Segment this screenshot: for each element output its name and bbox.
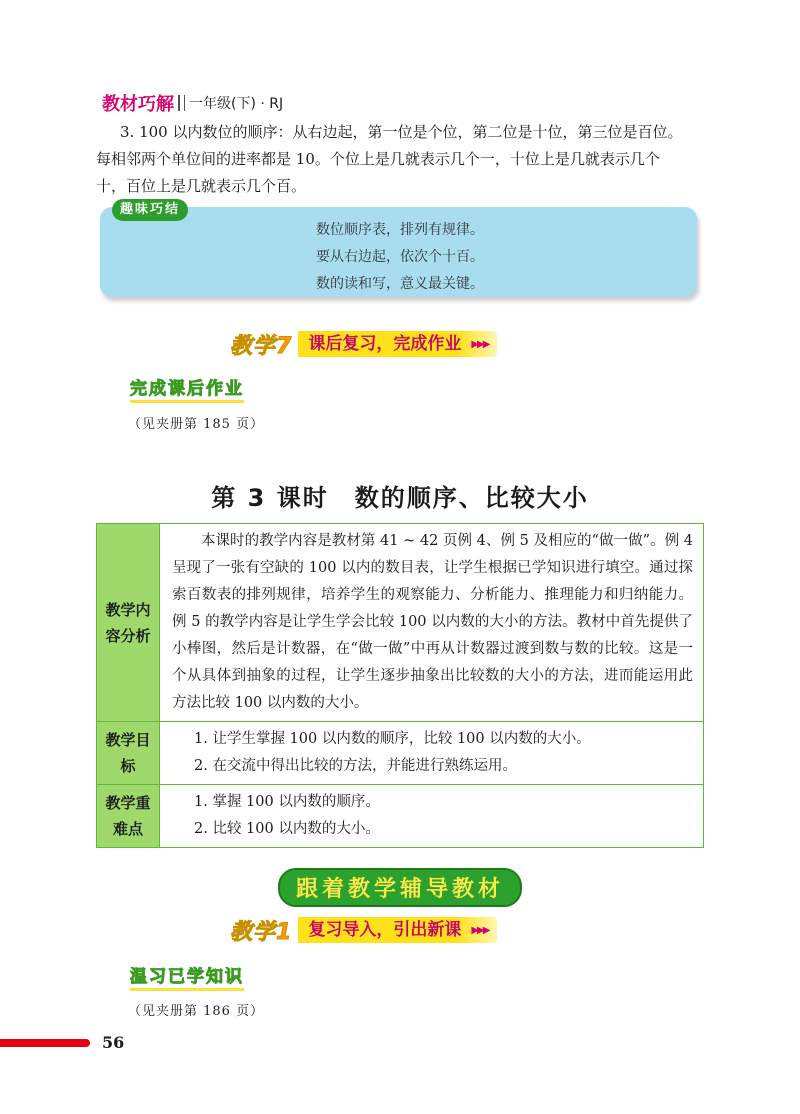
- review-heading: 温习已学知识: [130, 962, 244, 987]
- row-label: 教学重难点: [97, 785, 160, 848]
- row-label: 教学内容分析: [97, 524, 160, 722]
- step-badge: 教学1: [230, 919, 293, 945]
- table-row: [97, 524, 704, 722]
- key-item: 2. 比较 100 以内数的大小。: [194, 821, 380, 837]
- grade-label: 一年级(下) · RJ: [189, 96, 284, 112]
- review-reference: （见夹册第 186 页）: [128, 1004, 265, 1019]
- table-row: [97, 785, 704, 848]
- homework-heading: 完成课后作业: [130, 374, 244, 399]
- step-badge: 教学7: [230, 333, 293, 359]
- goal-item: 1. 让学生掌握 100 以内数的顺序，比较 100 以内数的大小。: [194, 731, 591, 747]
- intro-line: 十，百位上是几就表示几个百。: [96, 177, 307, 195]
- footer-bar: [0, 1039, 90, 1047]
- step-banner-7: [230, 331, 488, 357]
- follow-banner: [0, 868, 800, 907]
- intro-line: 3. 100 以内数位的顺序：从右边起，第一位是个位，第二位是十位，第三位是百位。: [120, 123, 683, 141]
- content-analysis: 本课时的教学内容是教材第 41 ~ 42 页例 4、例 5 及相应的“做一做”。例 4 呈现了一张有空缺的 100 以内的数目表，让学生根据已学知识进行填空。通过探索百数表的排列规律，培养学生的观察能力、分析能力、推理能力和归纳能力。例 5 的教学内容是让学生学会比较 100 以内数的大小的方法。教材中首先提供了小棒图，然后是计数器，在“做一做”中再从计数器过渡到数与数的比较。这是一个从具体到抽象的过程，让学生逐步抽象出比较数的大小的方法，进而能运用此方法比较 100 以内数的大小。: [160, 524, 704, 722]
- step-banner-1: [230, 917, 488, 943]
- intro-line: 每相邻两个单位间的进率都是 10。个位上是几就表示几个一，十位上是几就表示几个: [96, 150, 660, 168]
- rhyme-line: 数位顺序表，排列有规律。: [316, 222, 484, 238]
- teaching-goals: [160, 722, 704, 785]
- row-label: 教学目标: [97, 722, 160, 785]
- step-title: 课后复习，完成作业: [298, 331, 497, 357]
- rhyme-tag: 趣味巧结: [112, 199, 188, 221]
- page-number: 56: [102, 1033, 125, 1052]
- rhyme-line: 要从右边起，依次个十百。: [316, 249, 484, 265]
- header-separator: [178, 95, 185, 111]
- rhyme-line: 数的读和写，意义最关键。: [316, 276, 484, 292]
- goal-item: 2. 在交流中得出比较的方法，并能进行熟练运用。: [194, 758, 517, 774]
- intro-paragraph: [96, 119, 706, 200]
- arrow-icon: ▶▶▶: [471, 338, 489, 350]
- arrow-icon: ▶▶▶: [471, 924, 489, 936]
- key-points: [160, 785, 704, 848]
- lesson-title: 第 3 课时 数的顺序、比较大小: [211, 484, 589, 512]
- homework-reference: （见夹册第 185 页）: [128, 417, 265, 432]
- step-title: 复习导入，引出新课: [298, 917, 497, 943]
- book-name: 教材巧解: [102, 94, 174, 115]
- follow-banner-text: 跟着教学辅导教材: [278, 868, 522, 907]
- key-item: 1. 掌握 100 以内数的顺序。: [194, 794, 380, 810]
- running-head: [102, 92, 283, 114]
- table-row: [97, 722, 704, 785]
- lesson-table: [96, 523, 704, 848]
